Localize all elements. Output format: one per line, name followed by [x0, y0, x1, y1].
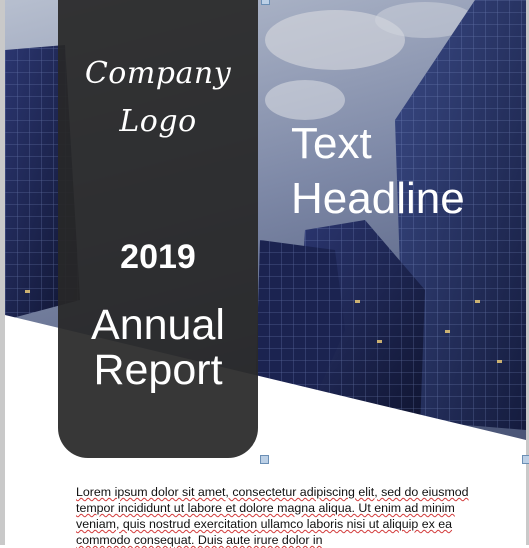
headline-line-2[interactable]: Headline: [291, 174, 465, 223]
report-title-line-1: Annual: [91, 301, 225, 349]
company-logo-text: Company: [84, 56, 232, 91]
company-logo-text-2: Logo: [119, 104, 197, 139]
resize-handle-top[interactable]: [261, 0, 270, 5]
resize-handle-right[interactable]: [522, 455, 529, 464]
body-paragraph[interactable]: [76, 484, 480, 548]
report-year: 2019: [120, 238, 196, 276]
resize-handle-bottom[interactable]: [260, 455, 269, 464]
body-paragraph-text: Lorem ipsum dolor sit amet, consectetur adipiscing elit, sed do eiusmod tempor incididunt ut labore et dolore magna aliqua. Ut enim ad minim veniam, quis nostrud exercitation ullamco laboris nisi ut aliquip ex ea commodo consequat. Duis aute irure dolor in: [76, 485, 469, 547]
report-title-line-2: Report: [93, 346, 223, 394]
headline-line-1[interactable]: Text: [291, 119, 372, 168]
title-panel[interactable]: [58, 0, 258, 458]
